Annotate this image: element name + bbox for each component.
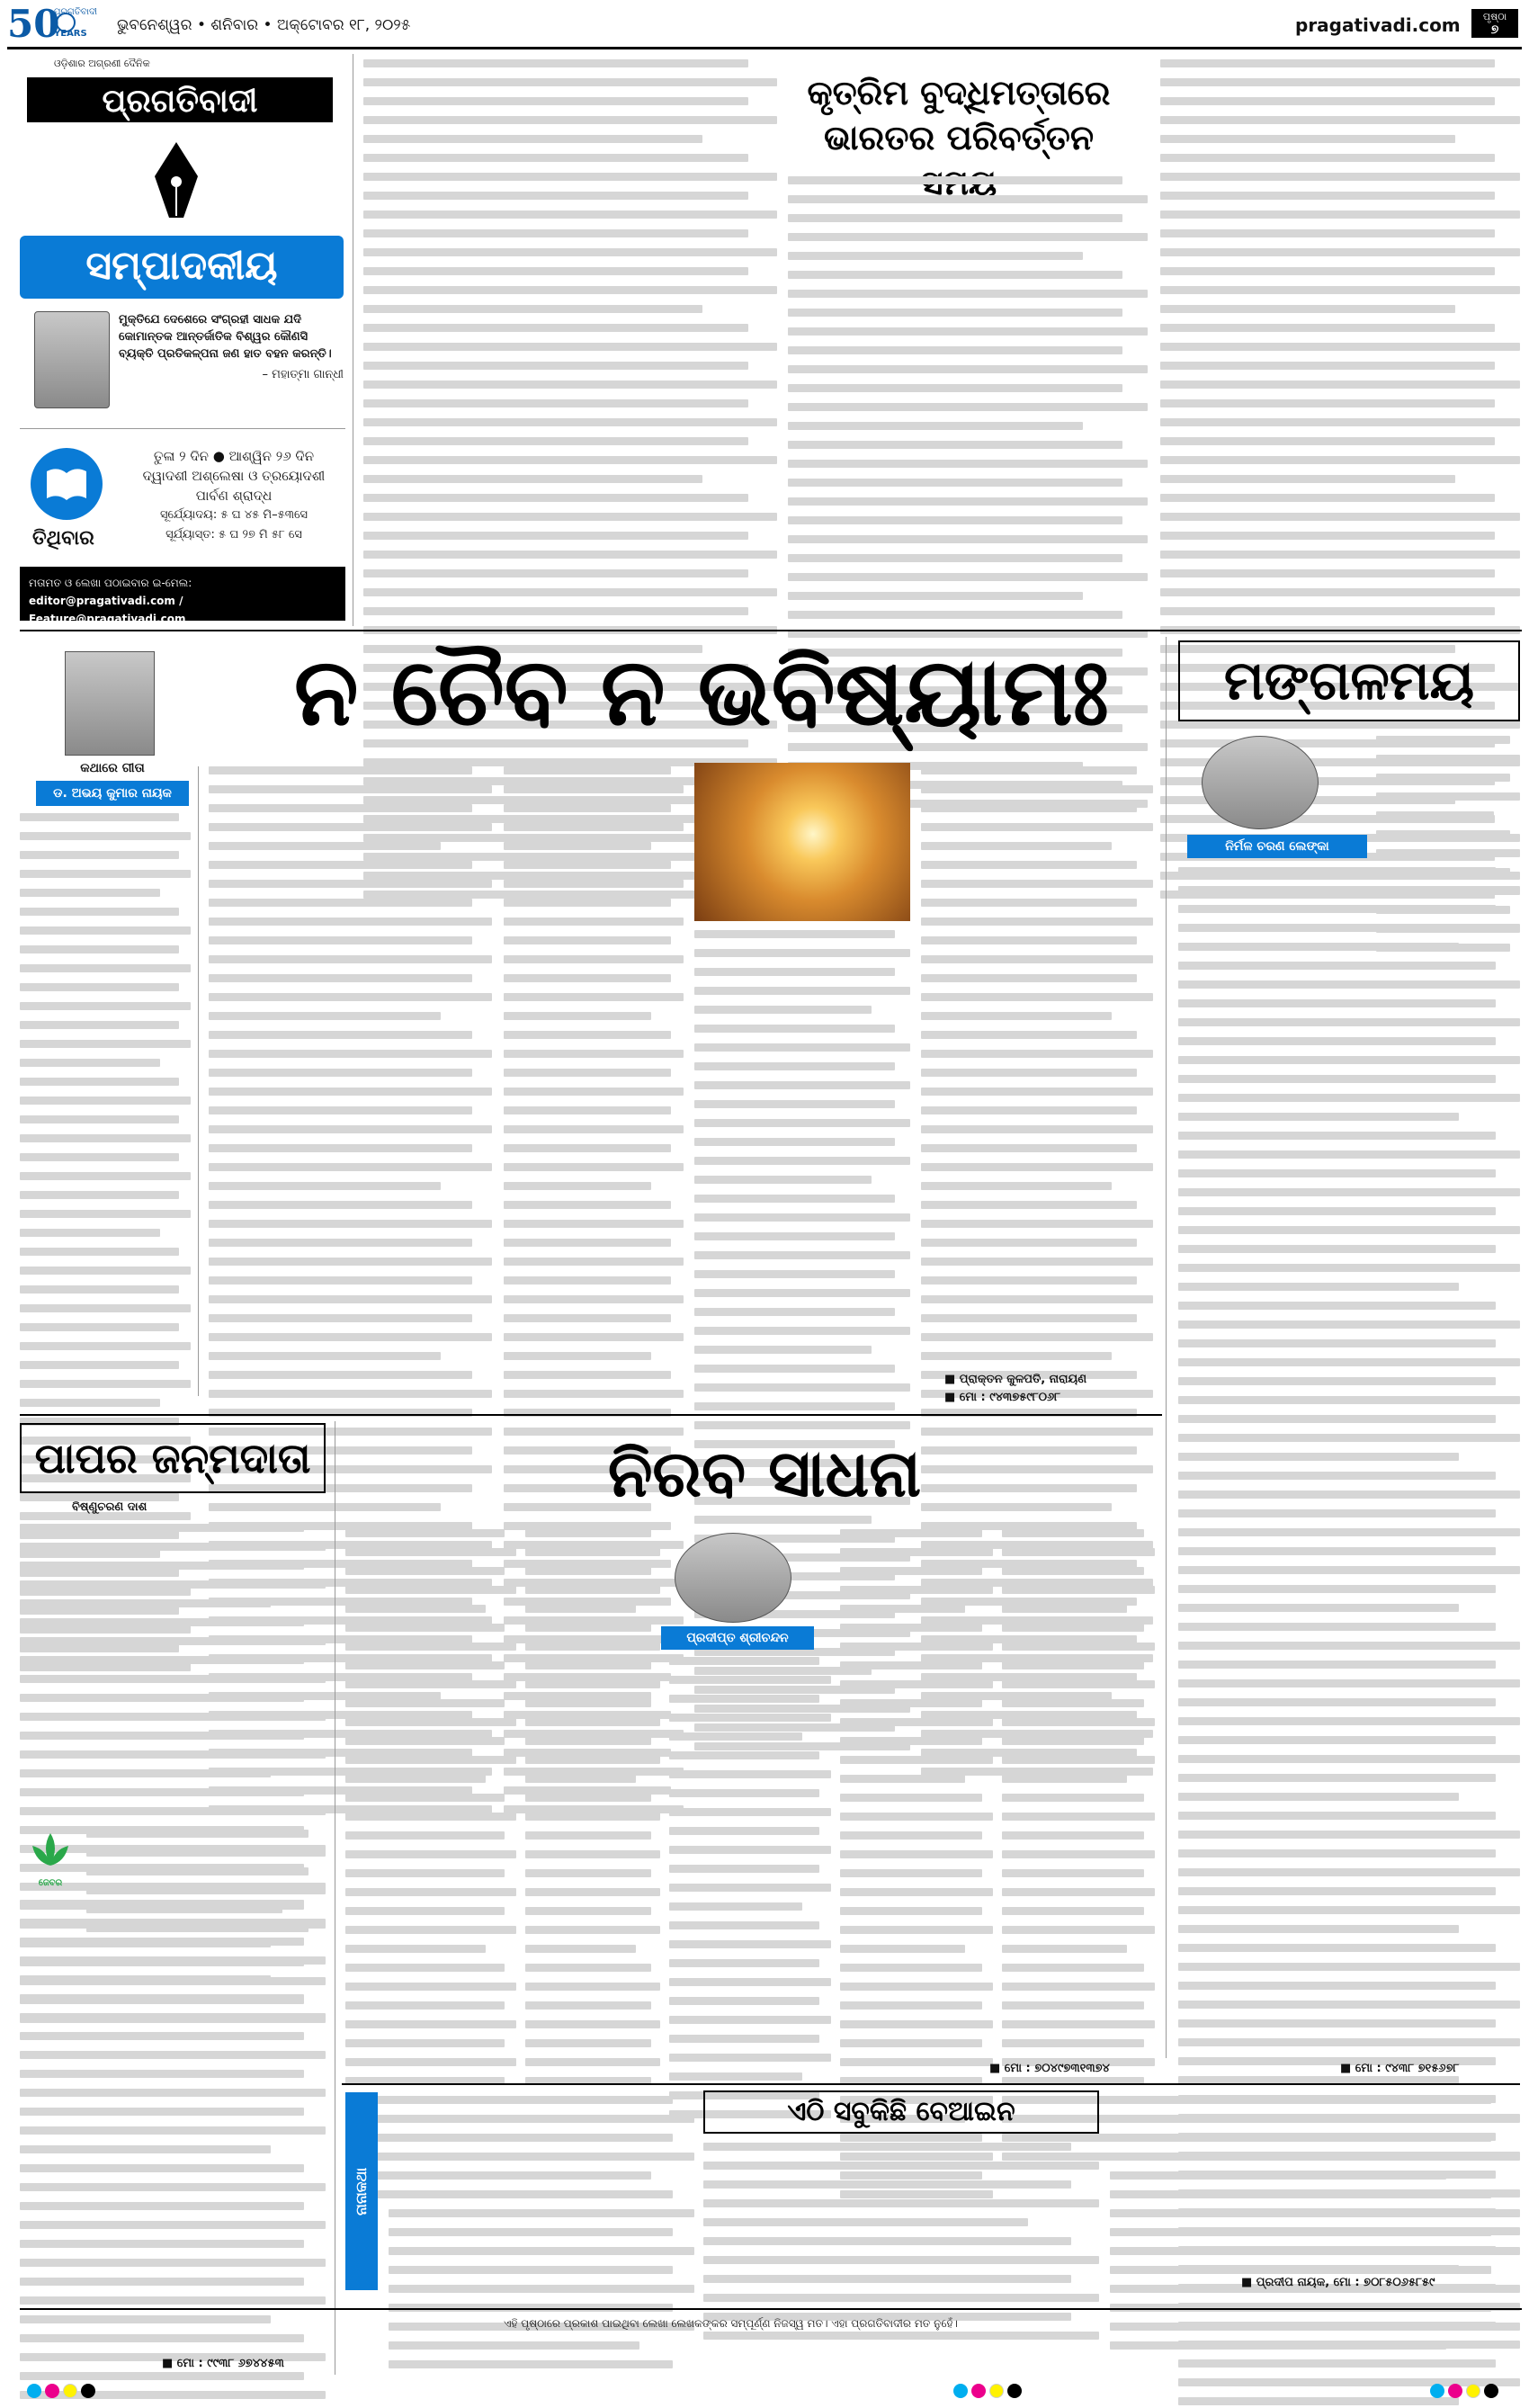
main-column-label: କଥାରେ ଗୀତା <box>80 761 145 775</box>
main-phone: ■ ମୋ : ୯୪୩୭୫୯୮୦୬୮ <box>944 1391 1060 1404</box>
cyan-mark <box>953 2384 968 2398</box>
sin-phone: ■ ମୋ : ୯୯୩୮ ୬୭୪୪୫୩ <box>162 2357 284 2370</box>
magenta-mark <box>45 2384 59 2398</box>
section-name: ସମ୍ପାଦକୀୟ <box>85 243 278 289</box>
silent-author-photo <box>675 1533 791 1623</box>
right-column-rule <box>1166 637 1167 2058</box>
right-article-headline-box <box>1178 640 1520 721</box>
quote-author: – ମହାତ୍ମା ଗାନ୍ଧୀ <box>262 368 344 381</box>
main-article-headline: ନ ଚୈବ ନ ଭବିଷ୍ୟାମଃ <box>293 636 1110 747</box>
editorial-headline-line2: ଭାରତର ପରିବର୍ତ୍ତନ <box>823 117 1095 157</box>
black-mark <box>81 2384 95 2398</box>
tithi-line1: ତୁଳା ୨ ଦିନ ● ଆଶ୍ୱିନ ୨୬ ଦିନ <box>153 448 315 464</box>
right-article-headline: ମଙ୍ଗଳମୟ <box>1223 649 1475 712</box>
yellow-mark <box>63 2384 77 2398</box>
tithi-line3: ପାର୍ବଣ ଶ୍ରାଦ୍ଧ <box>195 488 273 504</box>
page-number-box <box>1471 9 1518 38</box>
bottom-col3-text <box>1110 2096 1520 2360</box>
cyan-mark <box>1430 2384 1444 2398</box>
anniversary-years: YEARS <box>54 29 87 39</box>
paper-name-banner <box>27 77 333 122</box>
tithi-label: ତିଥିବାର <box>32 527 94 550</box>
left-divider <box>20 428 345 429</box>
main-col-rule-1 <box>198 766 199 1396</box>
right-author-photo <box>1202 736 1319 829</box>
main-author-box <box>36 781 189 806</box>
sunset: ସୂର୍ଯ୍ୟାସ୍ତ: ୫ ଘ ୨୭ ମି ୫୮ ସେ <box>165 528 302 542</box>
yellow-mark <box>1466 2384 1480 2398</box>
contact-emails[interactable]: editor@pragativadi.com / Feature@pragativadi.com <box>29 595 186 625</box>
black-mark <box>1484 2384 1498 2398</box>
sin-body-text-3 <box>20 1900 326 2408</box>
seal-icon <box>56 13 76 32</box>
tagline: ଓଡ଼ିଶାର ଅଗ୍ରଣୀ ଦୈନିକ <box>54 58 150 69</box>
gandhi-quote <box>119 311 344 381</box>
bottom-side-label-box <box>345 2092 378 2290</box>
sin-article-headline-box <box>20 1423 326 1493</box>
bottom-headline: ଏଠି ସବୁକିଛି ବେଆଇନ <box>787 2096 1015 2127</box>
paper-name: ପ୍ରଗତିବାଦୀ <box>102 82 258 120</box>
gandhi-portrait <box>34 311 110 408</box>
masthead-rule <box>7 47 1522 49</box>
bottom-headline-box <box>703 2090 1099 2134</box>
paper-name-small: ପ୍ରଗତିବାଦୀ <box>54 7 98 17</box>
contact-box <box>20 567 345 625</box>
footer-rule <box>20 2308 1522 2310</box>
tithi-line2: ଦ୍ୱାଦଶୀ ଅଶ୍ଲେଷା ଓ ତ୍ରୟୋଦଶୀ <box>142 468 326 484</box>
bottom-side-label: ନାନାକଥା <box>353 2167 370 2216</box>
print-marks-center <box>953 2384 1025 2402</box>
editorial-bottom-rule <box>20 630 1522 631</box>
silent-author-box <box>661 1626 814 1650</box>
website[interactable]: pragativadi.com <box>1295 14 1461 36</box>
magenta-mark <box>971 2384 986 2398</box>
right-author: ନିର୍ମଳ ଚରଣ ଲେଙ୍କା <box>1225 839 1329 854</box>
sunrise: ସୂର୍ଯ୍ୟୋଦୟ: ୫ ଘ ୪୫ ମି–୫୩ସେ <box>160 508 308 522</box>
editorial-headline-line1: କୃତ୍ରିମ ବୁଦ୍ଧିମତ୍ତାରେ <box>807 72 1111 112</box>
dateline: ଭୁବନେଶ୍ୱର • ଶନିବାର • ଅକ୍ଟୋବର ୧୮, ୨୦୨୫ <box>117 16 411 34</box>
pen-nib-icon <box>151 140 201 221</box>
magenta-mark <box>1448 2384 1462 2398</box>
hands-sunset-photo <box>694 763 910 921</box>
right-phone: ■ ମୋ : ୯୪୩୮ ୭୧୫୬୭୮ <box>1340 2062 1460 2075</box>
sin-article-headline: ପାପର ଜନ୍ମଦାତା <box>34 1434 311 1482</box>
quote-text: ମୁକ୍ତିଯେ ଦେଶେରେ ସଂଗ୍ରହୀ ସାଧକ ଯଦି କୋମାନ୍ତକ ଆନ୍ତର୍ଜାତିକ ବିଶ୍ୱର କୌଣସି ବ୍ୟକ୍ତି ପ୍ରତିକଳ୍ପନା ଜଣ ହାତ ବହନ କରନ୍ତି। <box>119 313 332 361</box>
black-mark <box>1007 2384 1022 2398</box>
sin-author: ବିଷ୍ଣୁଚରଣ ଦାଶ <box>72 1500 148 1514</box>
footer-disclaimer: ଏହି ପୃଷ୍ଠାରେ ପ୍ରକାଶ ପାଇଥିବା ଲେଖା ଲେଖକଙ୍କର ସମ୍ପୂର୍ଣ୍ଣ ନିଜସ୍ୱ ମତ। ଏହା ପ୍ରଗତିବାଦୀର ମତ ନୁହେଁ। <box>504 2317 958 2330</box>
yellow-mark <box>989 2384 1004 2398</box>
bottom-byline: ■ ପ୍ରଦୀପ ନାୟକ, ମୋ : ୭୦୮୫୦୬୫୮୫୯ <box>1241 2276 1435 2289</box>
main-author-photo <box>65 651 155 756</box>
cyan-mark <box>27 2384 41 2398</box>
silent-phone: ■ ମୋ : ୭୦୪୯୭୩୧୩୭୪ <box>989 2062 1110 2075</box>
page-label: ପୃଷ୍ଠା <box>1482 11 1507 22</box>
contact-line: ମତାମତ ଓ ଲେଖା ପଠାଇବାର ଇ-ମେଲ: <box>29 577 192 589</box>
main-author: ଡ. ଅଭୟ କୁମାର ନାୟକ <box>53 786 172 801</box>
silent-article-headline: ନିରବ ସାଧନା <box>607 1435 922 1511</box>
section-banner <box>20 236 344 299</box>
page-number: ୭ <box>1490 22 1499 37</box>
logo-label: ଜେବର <box>38 1878 63 1888</box>
bottom-col1-text <box>389 2096 694 2379</box>
print-marks-left <box>27 2384 99 2402</box>
silent-col3-text <box>669 1657 831 2129</box>
tithi-info <box>126 446 342 545</box>
silent-author: ପ୍ରଦୀପ୍ତ ଶ୍ରୀଚନ୍ଦନ <box>686 1631 789 1645</box>
print-marks-right <box>1430 2384 1502 2402</box>
anniversary-number: 50 <box>7 2 60 46</box>
lower-section-rule <box>20 1414 1162 1416</box>
lotus-logo <box>23 1830 77 1894</box>
main-byline: ■ ପ୍ରାକ୍ତନ କୁଳପତି, ନାରାୟଣ <box>944 1373 1087 1386</box>
book-icon <box>31 448 103 520</box>
bottom-box-top-rule <box>342 2083 1520 2085</box>
right-author-box <box>1187 835 1367 858</box>
